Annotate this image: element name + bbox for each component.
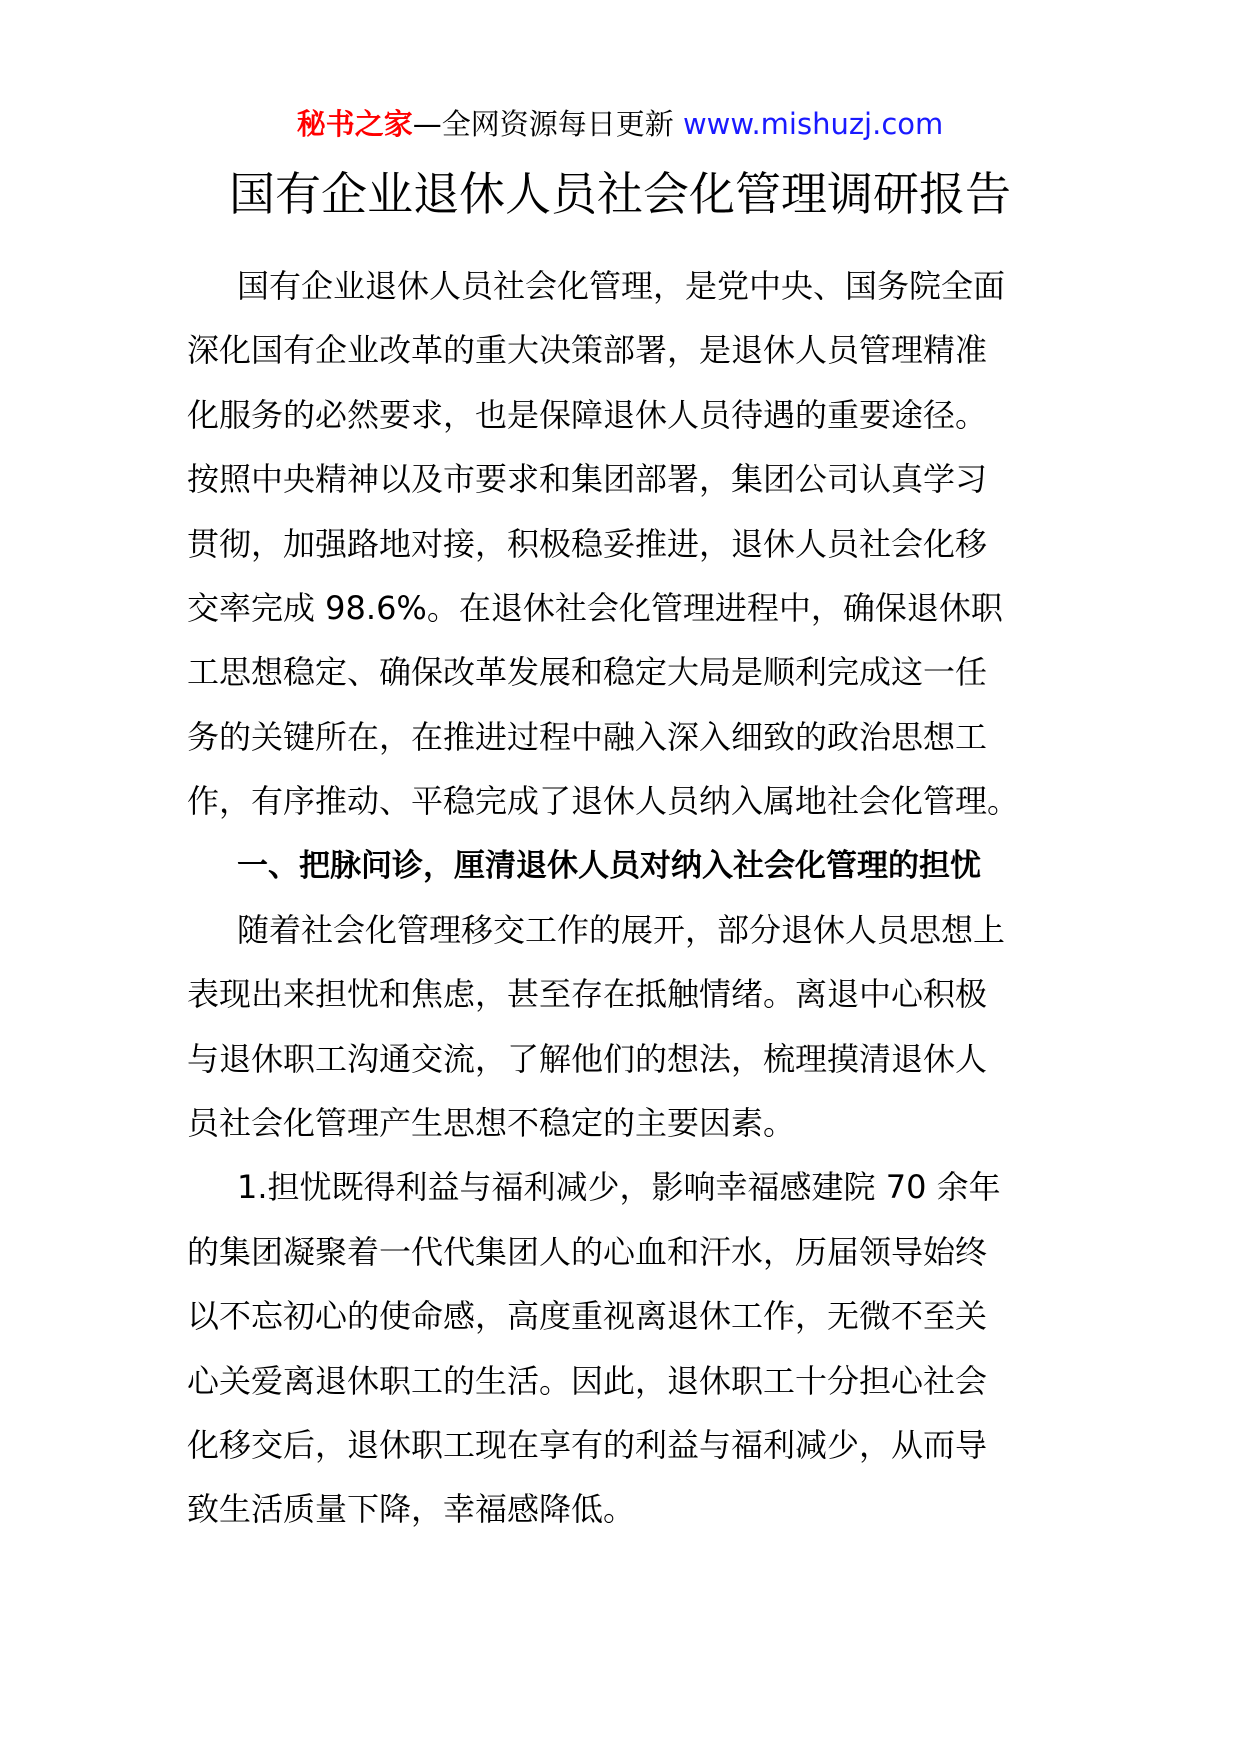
site-brand: 秘书之家: [296, 107, 413, 141]
paragraph-line: 表现出来担忧和焦虑，甚至存在抵触情绪。离退中心积极: [187, 975, 988, 1014]
paragraph-line: 化服务的必然要求，也是保障退休人员待遇的重要途径。: [187, 395, 988, 434]
paragraph-line: 按照中央精神以及市要求和集团部署，集团公司认真学习: [187, 460, 988, 499]
paragraph-line: 1.担忧既得利益与福利减少，影响幸福感建院 70 余年: [237, 1168, 1001, 1207]
paragraph-line: 随着社会化管理移交工作的展开，部分退休人员思想上: [237, 910, 1006, 949]
document-title: 国有企业退休人员社会化管理调研报告: [229, 167, 1011, 221]
paragraph-line: 工思想稳定、确保改革发展和稳定大局是顺利完成这一任: [187, 653, 988, 692]
section-heading: 一、把脉问诊，厘清退休人员对纳入社会化管理的担忧: [237, 847, 981, 884]
paragraph-line: 作，有序推动、平稳完成了退休人员纳入属地社会化管理。: [187, 782, 1020, 821]
paragraph-line: 员社会化管理产生思想不稳定的主要因素。: [187, 1104, 796, 1143]
site-url-link[interactable]: www.mishuzj.com: [682, 107, 944, 141]
site-tagline: —全网资源每日更新: [412, 107, 674, 141]
paragraph-line: 心关爱离退休职工的生活。因此，退休职工十分担心社会: [187, 1361, 988, 1400]
paragraph-line: 务的关键所在，在推进过程中融入深入细致的政治思想工: [187, 717, 988, 756]
document-body: [187, 254, 1053, 1542]
paragraph-line: 以不忘初心的使命感，高度重视离退休工作，无微不至关: [187, 1297, 988, 1336]
paragraph-line: 的集团凝聚着一代代集团人的心血和汗水，历届领导始终: [187, 1232, 988, 1271]
paragraph-line: 交率完成 98.6%。在退休社会化管理进程中，确保退休职: [187, 588, 1003, 627]
site-header: [0, 104, 1240, 144]
paragraph-line: 与退休职工沟通交流，了解他们的想法，梳理摸清退休人: [187, 1039, 988, 1078]
paragraph-line: 致生活质量下降，幸福感降低。: [187, 1490, 636, 1529]
paragraph-line: 化移交后，退休职工现在享有的利益与福利减少，从而导: [187, 1426, 988, 1465]
paragraph-line: 贯彻，加强路地对接，积极稳妥推进，退休人员社会化移: [187, 524, 988, 563]
paragraph-line: 国有企业退休人员社会化管理，是党中央、国务院全面: [237, 267, 1006, 305]
paragraph-line: 深化国有企业改革的重大决策部署，是退休人员管理精准: [187, 331, 988, 370]
